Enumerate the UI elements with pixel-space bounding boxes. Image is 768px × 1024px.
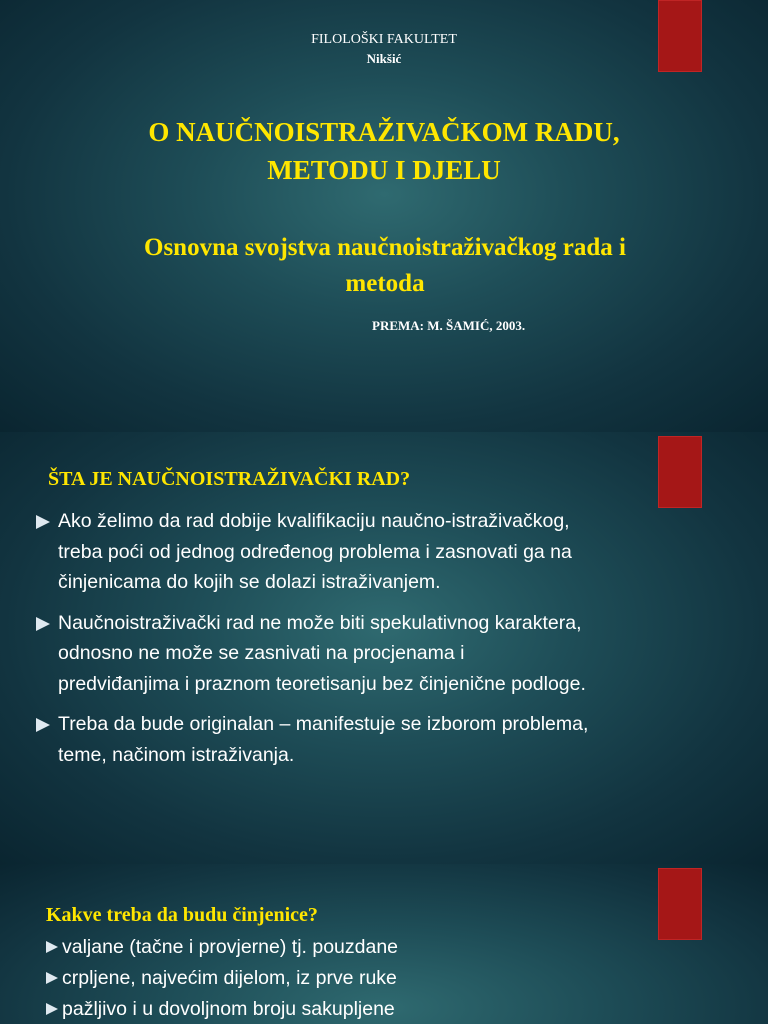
slide-heading: ŠTA JE NAUČNOISTRAŽIVAČKI RAD? <box>48 468 411 490</box>
main-title-line-1: O NAUČNOISTRAŽIVAČKOM RADU, <box>148 117 620 147</box>
bullet-line: treba poći od jednog određenog problema i zasnovati ga na <box>58 540 572 563</box>
triangle-right-icon <box>46 972 58 984</box>
source-citation: PREMA: M. ŠAMIĆ, 2003. <box>372 318 526 333</box>
triangle-right-icon <box>46 1003 58 1015</box>
red-accent-bar <box>658 436 702 508</box>
subtitle-line-1: Osnovna svojstva naučnoistraživačkog rada i <box>144 234 626 261</box>
bullet-list <box>36 506 758 780</box>
bullet-line: predviđanjima i praznom teoretisanju bez činjenične podloge. <box>58 672 586 695</box>
bullet-line: odnosno ne može se zasnivati na procjenama i <box>58 642 465 664</box>
list-item-text: valjane (tačne i provjerne) tj. pouzdane <box>62 936 399 958</box>
list-item-text: pažljivo i u dovoljnom broju sakupljene <box>62 998 395 1020</box>
faculty-header <box>0 30 768 68</box>
list-item <box>36 506 758 598</box>
bullet-line: činjenicama do kojih se dolazi istraživanjem. <box>58 571 441 593</box>
list-item <box>46 994 746 1024</box>
subtitle-line-2: metoda <box>345 270 425 297</box>
faculty-name: FILOLOŠKI FAKULTET <box>311 32 457 47</box>
triangle-right-icon <box>36 617 50 631</box>
bullet-line: Naučnoistraživački rad ne može biti spekulativnog karaktera, <box>58 611 582 634</box>
triangle-right-icon <box>36 515 50 529</box>
main-title <box>0 113 768 189</box>
bullet-line: Treba da bude originalan – manifestuje se izborom problema, <box>58 713 589 735</box>
bullet-list <box>46 932 746 1024</box>
list-item <box>36 709 758 770</box>
definition-slide <box>0 432 768 864</box>
list-item-text: crpljene, najvećim dijelom, iz prve ruke <box>62 967 397 989</box>
bullet-line: Ako želimo da rad dobije kvalifikaciju naučno-istraživačkog, <box>58 510 570 532</box>
bullet-line: teme, načinom istraživanja. <box>58 743 295 766</box>
list-item <box>46 963 746 994</box>
subtitle <box>40 230 730 302</box>
slide-heading: Kakve treba da budu činjenice? <box>46 904 318 926</box>
city-name: Nikšić <box>366 51 402 66</box>
facts-slide <box>0 864 768 1024</box>
title-slide <box>0 0 768 432</box>
main-title-line-2: METODU I DJELU <box>267 155 501 185</box>
list-item <box>46 932 746 963</box>
triangle-right-icon <box>46 941 58 953</box>
list-item <box>36 608 758 700</box>
red-accent-bar <box>658 868 702 940</box>
triangle-right-icon <box>36 718 50 732</box>
